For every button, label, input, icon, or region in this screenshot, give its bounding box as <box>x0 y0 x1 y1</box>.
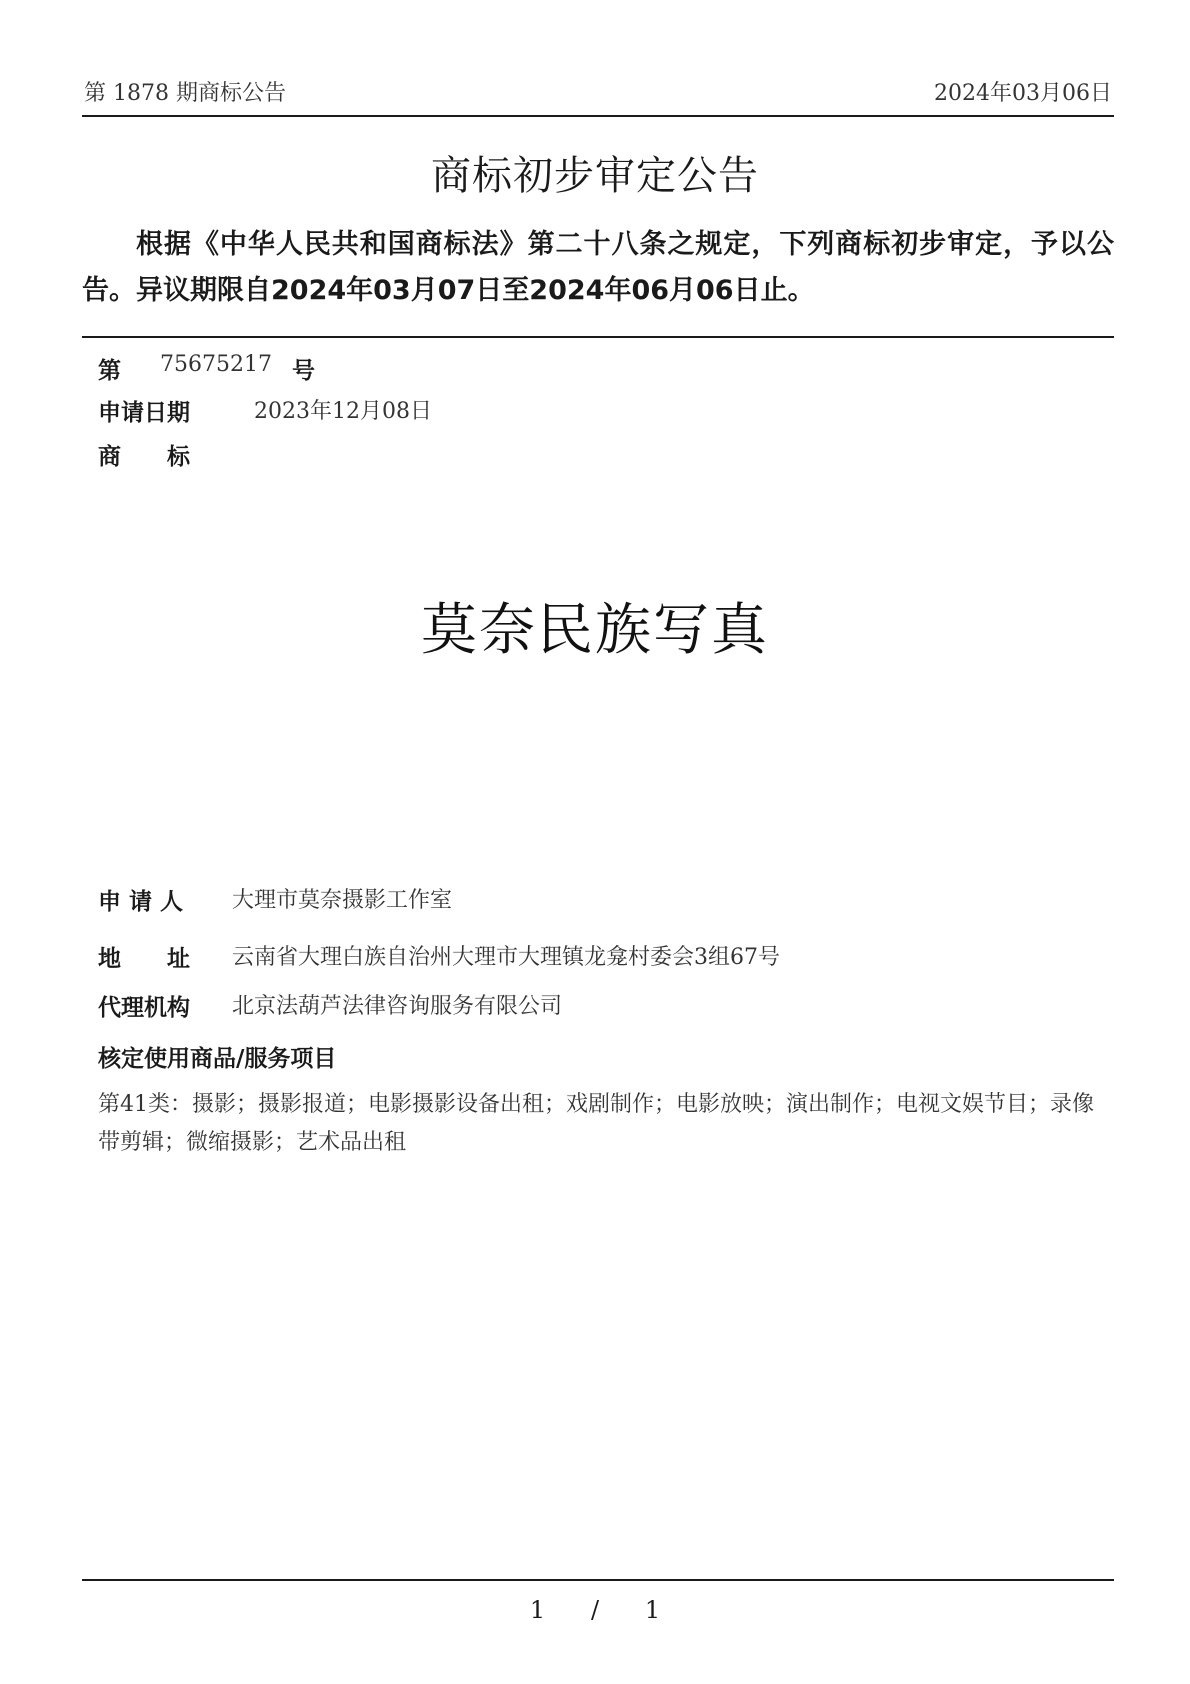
page-current: 1 <box>529 1596 546 1624</box>
issue-number: 第 1878 期商标公告 <box>84 81 286 106</box>
goods-label: 核定使用商品/服务项目 <box>98 1046 337 1072</box>
page-title: 商标初步审定公告 <box>431 153 759 199</box>
trademark-label: 商 标 <box>98 444 190 470</box>
goods-list: 第41类：摄影；摄影报道；电影摄影设备出租；戏剧制作；电影放映；演出制作；电视文娱节目；录像带剪辑；微缩摄影；艺术品出租 <box>98 1092 1094 1155</box>
footer-divider <box>82 1579 1114 1581</box>
page-total: 1 <box>644 1596 661 1624</box>
intro-paragraph: 根据《中华人民共和国商标法》第二十八条之规定，下列商标初步审定，予以公告。异议期限自2024年03月07日至2024年06月06日止。 <box>82 229 1114 306</box>
agency-value: 北京法葫芦法律咨询服务有限公司 <box>232 994 563 1019</box>
registration-number-suffix: 号 <box>292 358 315 384</box>
application-date: 2023年12月08日 <box>254 399 432 424</box>
address-label: 地 址 <box>98 946 190 972</box>
applicant-value: 大理市莫奈摄影工作室 <box>232 888 453 913</box>
registration-number-prefix: 第 <box>98 358 121 384</box>
page-separator: / <box>590 1596 600 1624</box>
application-date-label: 申请日期 <box>98 400 190 426</box>
page-indicator <box>0 1596 1190 1624</box>
agency-label: 代理机构 <box>98 995 190 1021</box>
address-value: 云南省大理白族自治州大理市大理镇龙龛村委会3组67号 <box>232 945 780 970</box>
trademark-image: 莫奈民族写真 <box>421 598 769 663</box>
publication-date: 2024年03月06日 <box>934 81 1112 106</box>
applicant-label: 申 请 人 <box>98 889 184 915</box>
registration-number: 75675217 <box>160 352 272 377</box>
intro-divider <box>82 336 1114 338</box>
header-divider <box>82 115 1114 117</box>
